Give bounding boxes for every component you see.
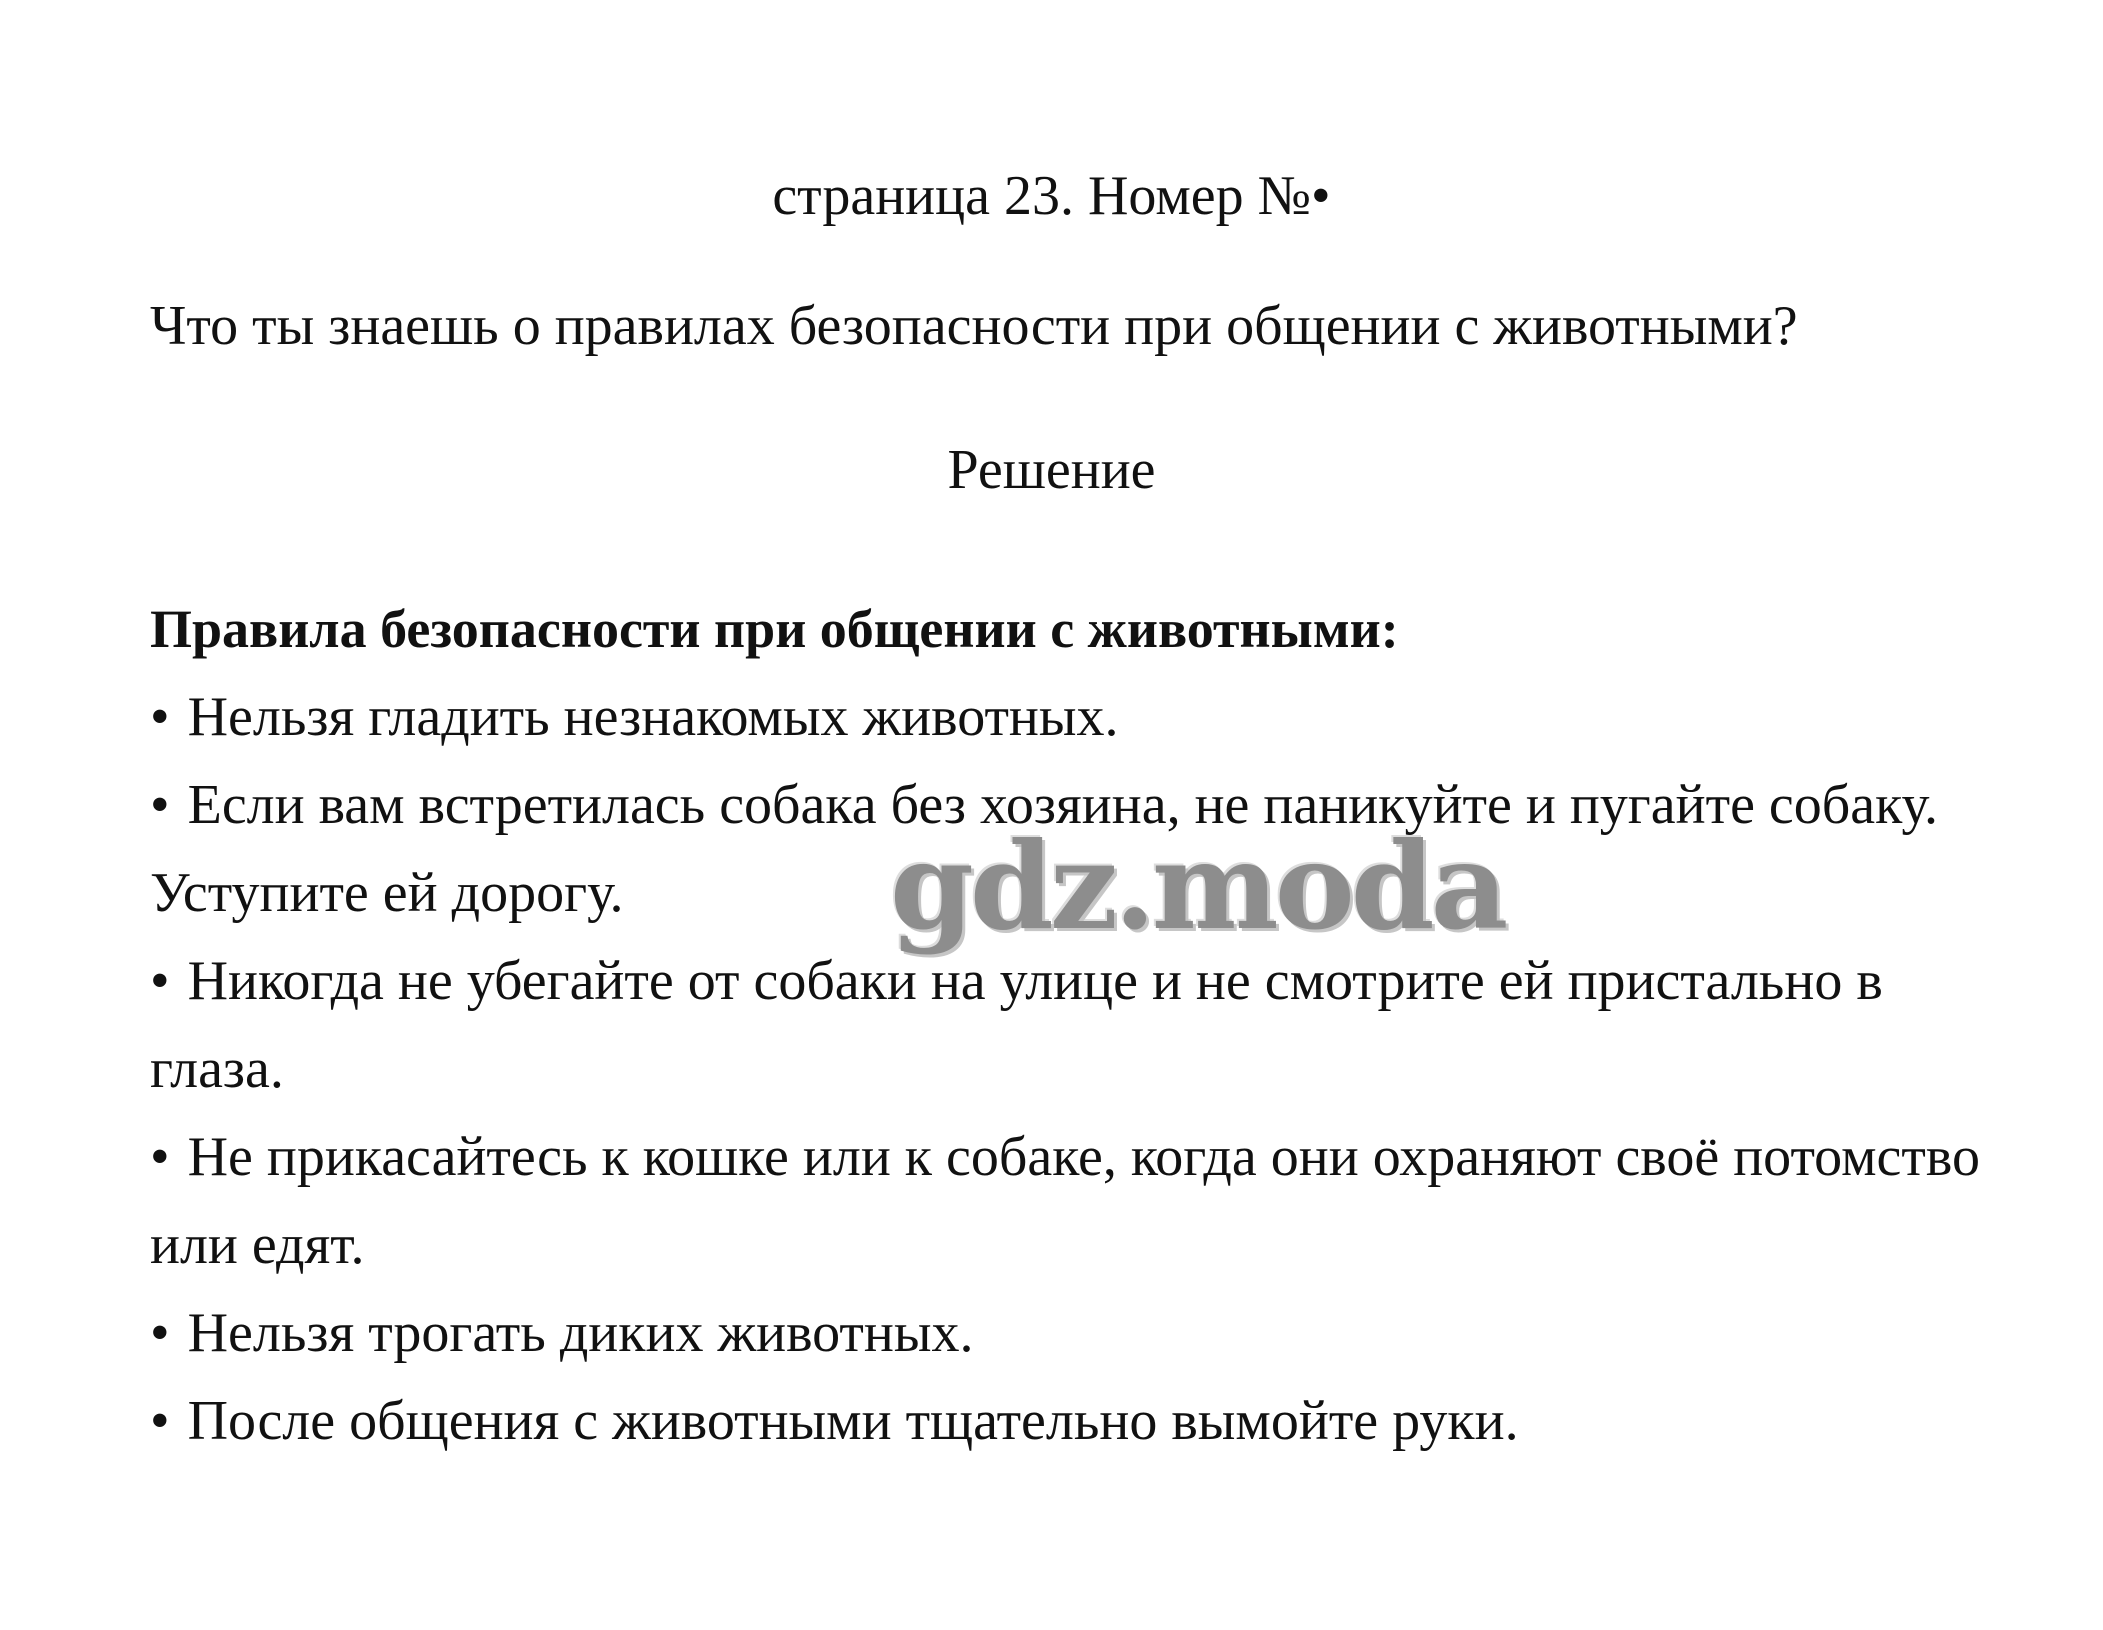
solution-label: Решение [947,439,1156,501]
bullet: • [150,1390,170,1452]
rule-text: После общения с животными тщательно вымойте руки. [187,1390,1519,1452]
bullet: • [150,1126,170,1188]
rules-list [150,673,2010,1465]
answer-heading: Правила безопасности при общении с животными: [150,599,1399,659]
list-item [150,673,2010,761]
bullet: • [150,1302,170,1364]
rule-text: Нельзя гладить незнакомых животных. [187,686,1119,748]
list-item [150,1113,2010,1289]
bullet: • [150,950,170,1012]
rule-text: Никогда не убегайте от собаки на улице и не смотрите ей пристально в глаза. [150,950,1883,1100]
rule-text: Нельзя трогать диких животных. [187,1302,974,1364]
bullet: • [150,774,170,836]
list-item [150,1289,2010,1377]
bullet: • [150,686,170,748]
list-item [150,1377,2010,1465]
rule-text: Не прикасайтесь к кошке или к собаке, когда они охраняют своё потомство или едят. [150,1126,1980,1276]
list-item [150,937,2010,1113]
answer-section [150,585,2010,1465]
page-title: страница 23. Номер №• [772,165,1331,227]
list-item [150,761,2010,937]
rule-text: Если вам встретилась собака без хозяина, не паникуйте и пугайте собаку. Уступите ей дорогу. [150,774,1938,924]
watermark: gdz.moda [890,816,1505,957]
question-text: Что ты знаешь о правилах безопасности при общении с животными? [150,295,1798,357]
